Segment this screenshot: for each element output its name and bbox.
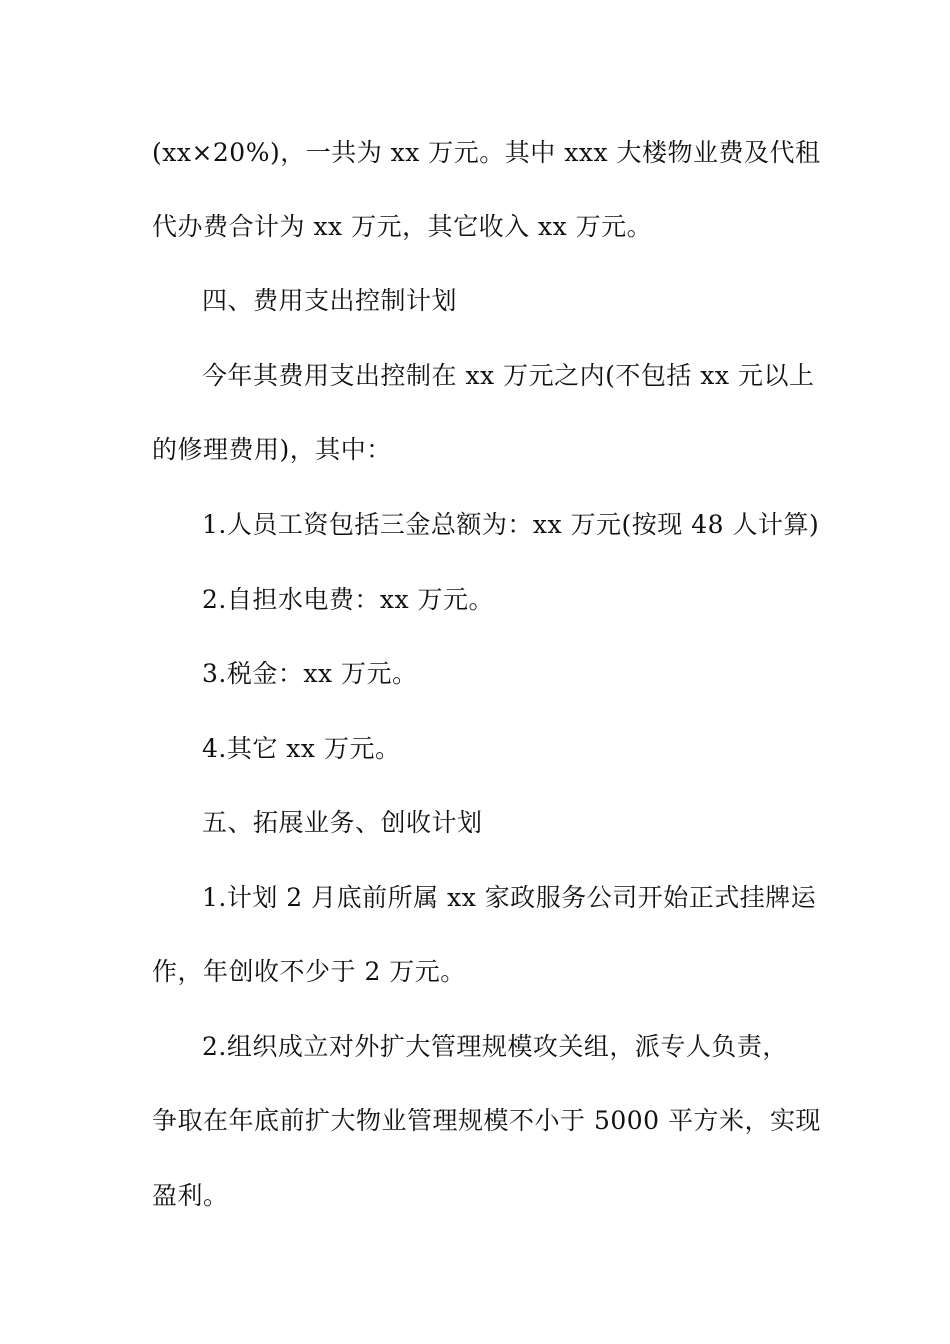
paragraph-line: 争取在年底前扩大物业管理规模不小于 5000 平方米，实现 [152,1106,822,1135]
list-item: 4.其它 xx 万元。 [202,734,401,763]
paragraph-line: 盈利。 [152,1181,229,1210]
paragraph-line: 作，年创收不少于 2 万元。 [152,957,466,986]
section-heading: 五、拓展业务、创收计划 [202,808,483,837]
list-item: 2.自担水电费：xx 万元。 [202,585,494,614]
section-heading: 四、费用支出控制计划 [202,286,458,315]
paragraph-line: 的修理费用)，其中： [152,435,392,464]
paragraph-line: 代办费合计为 xx 万元，其它收入 xx 万元。 [152,212,653,241]
paragraph-line: 今年其费用支出控制在 xx 万元之内(不包括 xx 元以上 [202,361,815,390]
list-item: 1.人员工资包括三金总额为：xx 万元(按现 48 人计算) [202,510,820,539]
list-item: 2.组织成立对外扩大管理规模攻关组，派专人负责， [202,1032,788,1061]
list-item: 1.计划 2 月底前所属 xx 家政服务公司开始正式挂牌运 [202,883,817,912]
paragraph-line: (xx×20%)，一共为 xx 万元。其中 xxx 大楼物业费及代租 [152,138,821,167]
list-item: 3.税金：xx 万元。 [202,659,418,688]
